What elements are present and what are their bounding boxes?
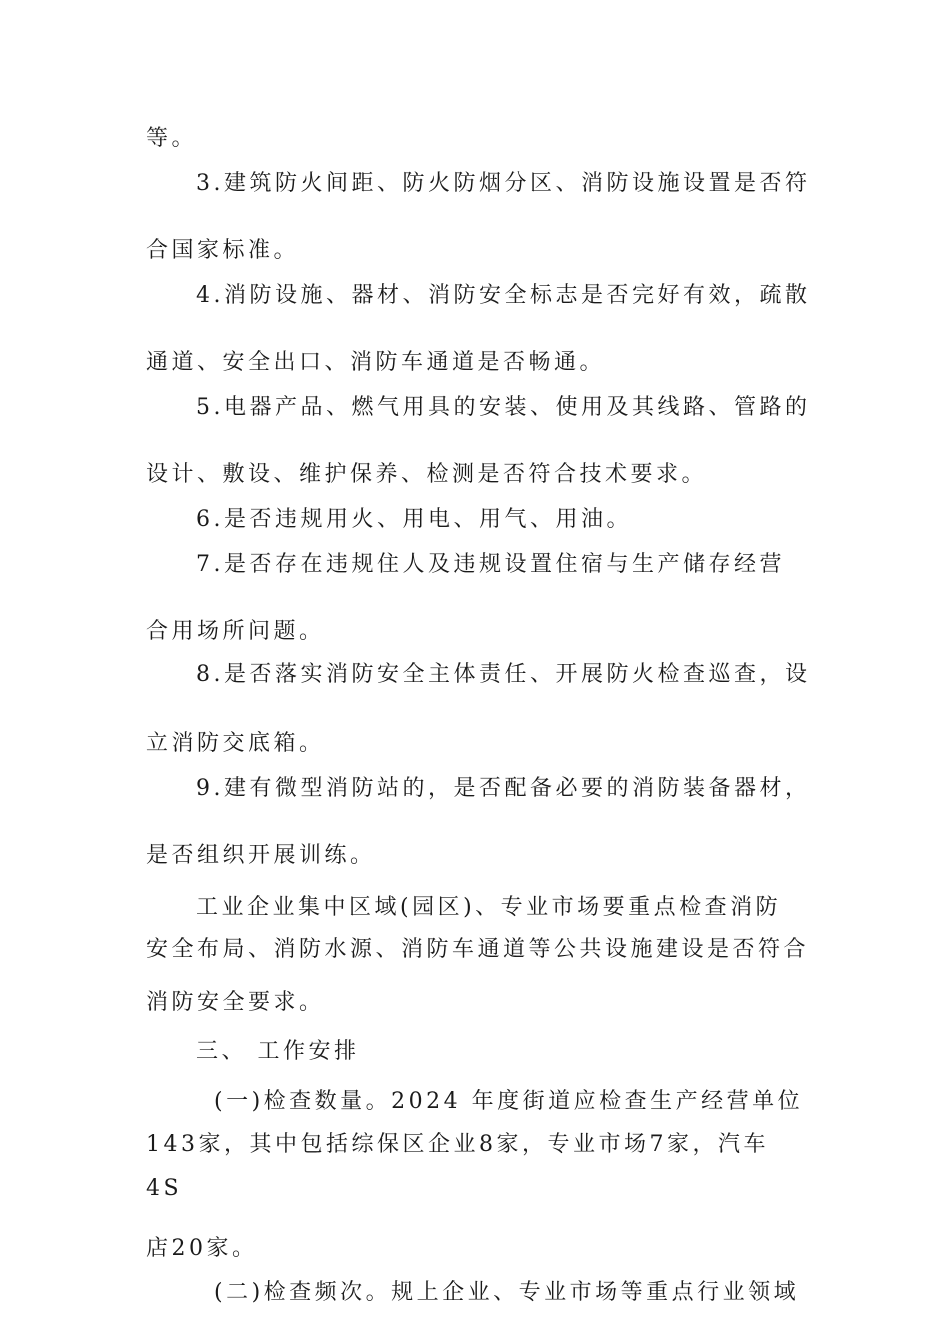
text-line-10: 合用场所问题。 — [146, 619, 325, 644]
text-line-21: 4S — [146, 1176, 183, 1201]
text-line-23: (二)检查频次。规上企业、专业市场等重点行业领域 — [214, 1280, 800, 1305]
text-line-14: 是否组织开展训练。 — [146, 843, 376, 868]
text-line-17: 消防安全要求。 — [146, 990, 325, 1015]
section-heading-work-arrangement: 三、 工作安排 — [196, 1039, 360, 1064]
text-line-15: 工业企业集中区域(园区)、专业市场要重点检查消防 — [196, 895, 782, 920]
text-line-12: 立消防交底箱。 — [146, 731, 325, 756]
text-line-16: 安全布局、消防水源、消防车通道等公共设施建设是否符合 — [146, 937, 810, 962]
text-line-8: 6.是否违规用火、用电、用气、用油。 — [196, 507, 632, 532]
text-line-7: 设计、敷设、维护保养、检测是否符合技术要求。 — [146, 462, 708, 487]
text-line-11: 8.是否落实消防安全主体责任、开展防火检查巡查，设 — [196, 662, 811, 687]
text-line-22: 店20家。 — [146, 1236, 258, 1261]
text-line-3: 合国家标准。 — [146, 238, 300, 263]
text-line-1: 等。 — [146, 126, 198, 151]
text-line-9: 7.是否存在违规住人及违规设置住宿与生产储存经营 — [196, 552, 785, 577]
text-line-20: 143家，其中包括综保区企业8家，专业市场7家，汽车 — [146, 1132, 769, 1157]
text-line-5: 通道、安全出口、消防车通道是否畅通。 — [146, 350, 606, 375]
text-line-6: 5.电器产品、燃气用具的安装、使用及其线路、管路的 — [196, 395, 811, 420]
text-line-2: 3.建筑防火间距、防火防烟分区、消防设施设置是否符 — [196, 171, 811, 196]
text-line-13: 9.建有微型消防站的，是否配备必要的消防装备器材， — [196, 776, 811, 801]
text-line-4: 4.消防设施、器材、消防安全标志是否完好有效，疏散 — [196, 283, 811, 308]
text-line-19: (一)检查数量。2024 年度街道应检查生产经营单位 — [214, 1089, 804, 1114]
